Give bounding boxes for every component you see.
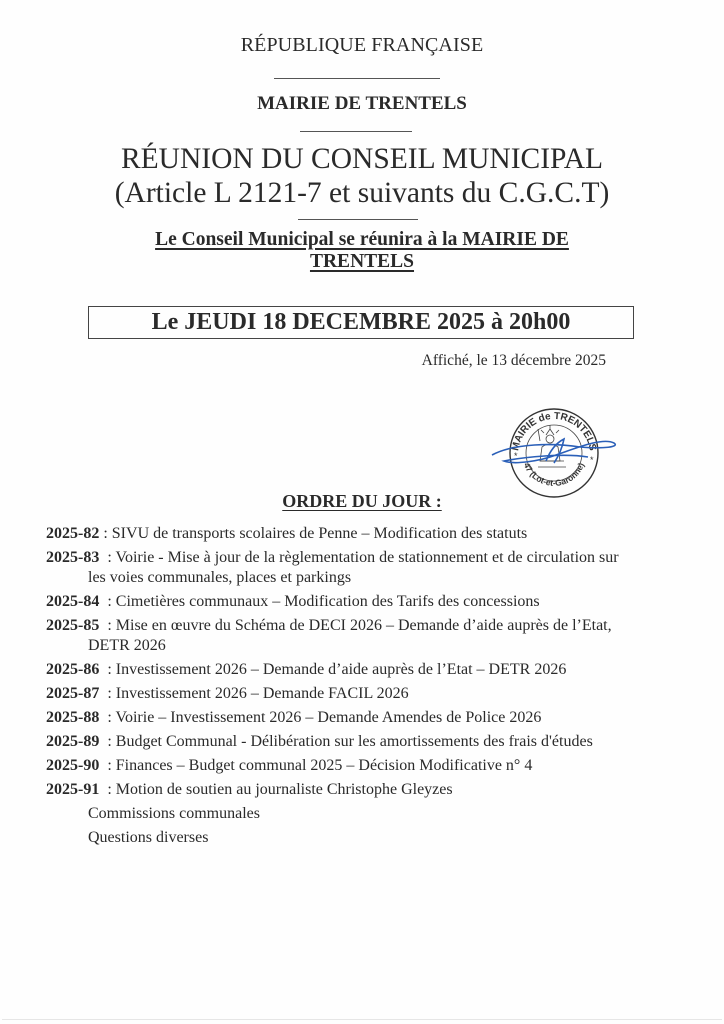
agenda-item xyxy=(46,730,666,754)
stamp-top-text: MAIRIE de TRENTELS xyxy=(510,410,598,452)
agenda-item xyxy=(46,754,666,778)
agenda-item-separator: : xyxy=(99,593,116,610)
svg-text:*: * xyxy=(590,455,594,465)
convocation-line-1: Le Conseil Municipal se réunira à la MAIRIE DE xyxy=(155,229,569,250)
agenda-item-separator: : xyxy=(99,781,116,798)
separator-rule xyxy=(298,219,418,220)
agenda-item xyxy=(46,614,666,658)
convocation-line-2: TRENTELS xyxy=(309,251,415,272)
agenda-item-code: 2025-84 xyxy=(46,593,100,610)
agenda-item-text: Investissement 2026 – Demande d’aide auprès de l’Etat – DETR 2026 xyxy=(115,661,567,678)
posted-date: Affiché, le 13 décembre 2025 xyxy=(421,352,606,369)
agenda-item xyxy=(46,706,666,730)
page-edge-line xyxy=(2,1019,722,1020)
agenda-item-text: Mise en œuvre du Schéma de DECI 2026 – Demande d’aide auprès de l’Etat, xyxy=(115,617,612,634)
mairie-stamp-seal xyxy=(484,403,624,499)
agenda-item-text: Finances – Budget communal 2025 – Décision Modificative n° 4 xyxy=(115,757,533,774)
agenda-item-separator: : xyxy=(99,733,116,750)
agenda-item xyxy=(46,522,666,546)
agenda-item-text: Voirie - Mise à jour de la règlementation de stationnement et de circulation sur xyxy=(115,549,619,566)
agenda-item-code: 2025-83 xyxy=(46,549,100,566)
agenda-item-text: Voirie – Investissement 2026 – Demande Amendes de Police 2026 xyxy=(115,709,542,726)
agenda-heading-text: ORDRE DU JOUR : xyxy=(282,491,442,511)
agenda-item-separator: : xyxy=(99,661,116,678)
agenda-item-code: 2025-85 xyxy=(46,617,100,634)
convocation-notice xyxy=(0,229,724,273)
meeting-legal-reference: (Article L 2121-7 et suivants du C.G.C.T) xyxy=(114,177,610,209)
mairie-heading: MAIRIE DE TRENTELS xyxy=(257,93,467,114)
agenda-item xyxy=(46,658,666,682)
agenda-extra-item: Commissions communales xyxy=(88,805,260,822)
agenda-item-code: 2025-91 xyxy=(46,781,100,798)
agenda-extra-item: Questions diverses xyxy=(88,829,209,846)
agenda-item-text: SIVU de transports scolaires de Penne – Modification des statuts xyxy=(111,525,528,542)
agenda-heading xyxy=(0,491,724,512)
agenda-item-code: 2025-86 xyxy=(46,661,100,678)
agenda-item-code: 2025-90 xyxy=(46,757,100,774)
agenda-item-continuation: DETR 2026 xyxy=(88,637,166,654)
agenda-item-separator: : xyxy=(99,709,116,726)
agenda-item-separator: : xyxy=(99,617,116,634)
meeting-date-box: Le JEUDI 18 DECEMBRE 2025 à 20h00 xyxy=(88,306,634,339)
agenda-item-text: Budget Communal - Délibération sur les amortissements des frais d'études xyxy=(115,733,593,750)
agenda-item-code: 2025-88 xyxy=(46,709,100,726)
stamp-bottom-text: 47 (Lot-et-Garonne) xyxy=(521,461,587,488)
agenda-item-separator: : xyxy=(99,685,116,702)
agenda-item-separator: : xyxy=(99,757,116,774)
agenda-item-code: 2025-87 xyxy=(46,685,100,702)
meeting-title: RÉUNION DU CONSEIL MUNICIPAL xyxy=(120,143,604,175)
separator-rule xyxy=(274,78,440,79)
agenda-item-separator: : xyxy=(99,549,116,566)
agenda-item-text: Cimetières communaux – Modification des Tarifs des concessions xyxy=(115,593,540,610)
agenda-item xyxy=(46,590,666,614)
agenda-item xyxy=(46,546,666,590)
svg-text:*: * xyxy=(514,451,518,461)
agenda-item-separator: : xyxy=(99,525,112,542)
agenda-list xyxy=(46,522,666,850)
agenda-item-text: Motion de soutien au journaliste Christophe Gleyzes xyxy=(115,781,453,798)
agenda-item xyxy=(46,682,666,706)
agenda-item xyxy=(46,778,666,802)
republique-francaise-heading: RÉPUBLIQUE FRANÇAISE xyxy=(240,34,484,56)
separator-rule xyxy=(300,131,412,132)
agenda-item-code: 2025-82 xyxy=(46,525,100,542)
agenda-item-continuation: les voies communales, places et parkings xyxy=(88,569,352,586)
agenda-item-code: 2025-89 xyxy=(46,733,100,750)
agenda-item-text: Investissement 2026 – Demande FACIL 2026 xyxy=(115,685,409,702)
